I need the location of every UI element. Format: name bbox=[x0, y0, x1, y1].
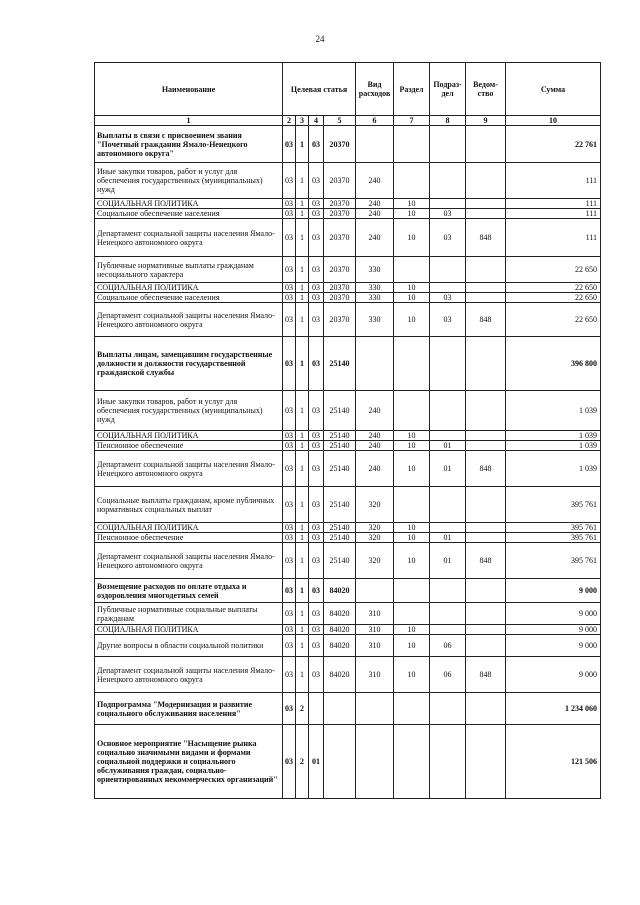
section-cell: 10 bbox=[394, 523, 430, 533]
expense-type-cell: 240 bbox=[356, 391, 394, 431]
target-part-2: 1 bbox=[296, 533, 309, 543]
expense-type-cell: 320 bbox=[356, 523, 394, 533]
expense-type-cell: 310 bbox=[356, 603, 394, 625]
expense-type-cell: 240 bbox=[356, 431, 394, 441]
subsection-cell bbox=[430, 337, 466, 391]
section-cell bbox=[394, 603, 430, 625]
sum-cell: 396 800 bbox=[506, 337, 601, 391]
subsection-cell: 01 bbox=[430, 451, 466, 487]
target-part-2: 1 bbox=[296, 337, 309, 391]
target-part-4: 25140 bbox=[324, 543, 356, 579]
target-part-2: 1 bbox=[296, 523, 309, 533]
expense-type-cell: 310 bbox=[356, 657, 394, 693]
section-cell: 10 bbox=[394, 533, 430, 543]
target-part-4: 20370 bbox=[324, 257, 356, 283]
sum-cell: 111 bbox=[506, 219, 601, 257]
expense-type-cell: 320 bbox=[356, 543, 394, 579]
department-cell bbox=[466, 523, 506, 533]
target-part-2: 1 bbox=[296, 257, 309, 283]
sum-cell: 1 039 bbox=[506, 451, 601, 487]
target-part-3: 03 bbox=[309, 257, 324, 283]
page-number: 24 bbox=[315, 34, 325, 44]
target-part-3: 03 bbox=[309, 199, 324, 209]
department-cell bbox=[466, 283, 506, 293]
department-cell bbox=[466, 487, 506, 523]
row-name: Пенсионное обеспечение bbox=[95, 441, 283, 451]
target-part-2: 1 bbox=[296, 283, 309, 293]
department-cell: 848 bbox=[466, 451, 506, 487]
subsection-cell bbox=[430, 163, 466, 199]
sum-cell: 111 bbox=[506, 163, 601, 199]
target-part-3: 03 bbox=[309, 219, 324, 257]
target-part-4: 20370 bbox=[324, 199, 356, 209]
row-name: Департамент социальной защиты населения Ямало-Ненецкого автономного округа bbox=[95, 219, 283, 257]
expense-type-cell: 240 bbox=[356, 219, 394, 257]
department-cell: 848 bbox=[466, 657, 506, 693]
department-cell bbox=[466, 391, 506, 431]
target-part-2: 1 bbox=[296, 219, 309, 257]
sum-cell: 395 761 bbox=[506, 487, 601, 523]
target-part-3 bbox=[309, 693, 324, 725]
row-name: Возмещение расходов по оплате отдыха и оздоровления многодетных семей bbox=[95, 579, 283, 603]
table-row bbox=[95, 693, 601, 725]
table-row bbox=[95, 293, 601, 303]
target-part-1: 03 bbox=[283, 693, 296, 725]
department-cell bbox=[466, 441, 506, 451]
expense-type-cell bbox=[356, 725, 394, 799]
table-row bbox=[95, 451, 601, 487]
section-cell bbox=[394, 126, 430, 163]
target-part-1: 03 bbox=[283, 625, 296, 635]
row-name: Иные закупки товаров, работ и услуг для обеспечения государственных (муниципальных) нужд bbox=[95, 391, 283, 431]
table-row bbox=[95, 431, 601, 441]
target-part-4: 20370 bbox=[324, 293, 356, 303]
table-row bbox=[95, 543, 601, 579]
row-name: СОЦИАЛЬНАЯ ПОЛИТИКА bbox=[95, 625, 283, 635]
expense-type-cell: 240 bbox=[356, 441, 394, 451]
section-cell bbox=[394, 337, 430, 391]
row-name: Подпрограмма "Модернизация и развитие социального обслуживания населения" bbox=[95, 693, 283, 725]
table-row bbox=[95, 199, 601, 209]
target-part-1: 03 bbox=[283, 303, 296, 337]
subsection-cell: 01 bbox=[430, 543, 466, 579]
sum-cell: 22 761 bbox=[506, 126, 601, 163]
target-part-4: 20370 bbox=[324, 219, 356, 257]
department-cell bbox=[466, 579, 506, 603]
row-name: Социальное обеспечение населения bbox=[95, 293, 283, 303]
department-cell bbox=[466, 209, 506, 219]
col-number: 2 bbox=[283, 116, 296, 126]
target-part-3: 03 bbox=[309, 635, 324, 657]
department-cell bbox=[466, 126, 506, 163]
target-part-3: 03 bbox=[309, 603, 324, 625]
target-part-3: 03 bbox=[309, 126, 324, 163]
subsection-cell bbox=[430, 283, 466, 293]
department-cell: 848 bbox=[466, 219, 506, 257]
target-part-4: 25140 bbox=[324, 337, 356, 391]
section-cell bbox=[394, 693, 430, 725]
subsection-cell: 03 bbox=[430, 219, 466, 257]
target-part-4: 25140 bbox=[324, 533, 356, 543]
row-name: Основное мероприятие "Насыщение рынка социально значимыми видами и формами социальной поддержки и социального обслуживания граждан, социально-ориентированных некоммерческих организаций" bbox=[95, 725, 283, 799]
col-number: 9 bbox=[466, 116, 506, 126]
target-part-3: 03 bbox=[309, 283, 324, 293]
section-cell bbox=[394, 257, 430, 283]
table-row bbox=[95, 391, 601, 431]
table-row bbox=[95, 163, 601, 199]
target-part-2: 1 bbox=[296, 487, 309, 523]
row-name: Социальные выплаты гражданам, кроме публичных нормативных социальных выплат bbox=[95, 487, 283, 523]
target-part-2: 1 bbox=[296, 543, 309, 579]
sum-cell: 1 039 bbox=[506, 391, 601, 431]
target-part-3: 01 bbox=[309, 725, 324, 799]
target-part-4: 84020 bbox=[324, 603, 356, 625]
table-row bbox=[95, 579, 601, 603]
section-cell: 10 bbox=[394, 209, 430, 219]
section-cell: 10 bbox=[394, 451, 430, 487]
subsection-cell: 01 bbox=[430, 441, 466, 451]
table-row bbox=[95, 635, 601, 657]
section-cell: 10 bbox=[394, 199, 430, 209]
department-cell bbox=[466, 693, 506, 725]
target-part-1: 03 bbox=[283, 523, 296, 533]
department-cell: 848 bbox=[466, 543, 506, 579]
header-sum: Сумма bbox=[506, 63, 601, 116]
department-cell bbox=[466, 603, 506, 625]
target-part-4: 20370 bbox=[324, 283, 356, 293]
department-cell bbox=[466, 431, 506, 441]
department-cell: 848 bbox=[466, 303, 506, 337]
target-part-1: 03 bbox=[283, 725, 296, 799]
table-row bbox=[95, 625, 601, 635]
target-part-2: 1 bbox=[296, 451, 309, 487]
expense-type-cell: 240 bbox=[356, 209, 394, 219]
target-part-4: 84020 bbox=[324, 579, 356, 603]
sum-cell: 1 234 060 bbox=[506, 693, 601, 725]
sum-cell: 395 761 bbox=[506, 533, 601, 543]
table-row bbox=[95, 603, 601, 625]
section-cell: 10 bbox=[394, 635, 430, 657]
section-cell bbox=[394, 163, 430, 199]
target-part-1: 03 bbox=[283, 209, 296, 219]
target-part-2: 1 bbox=[296, 579, 309, 603]
target-part-1: 03 bbox=[283, 293, 296, 303]
target-part-2: 1 bbox=[296, 441, 309, 451]
department-cell bbox=[466, 725, 506, 799]
target-part-1: 03 bbox=[283, 451, 296, 487]
column-number-row bbox=[95, 116, 601, 126]
sum-cell: 22 650 bbox=[506, 293, 601, 303]
target-part-3: 03 bbox=[309, 533, 324, 543]
target-part-2: 1 bbox=[296, 293, 309, 303]
target-part-4: 20370 bbox=[324, 126, 356, 163]
col-number: 4 bbox=[309, 116, 324, 126]
row-name: Выплаты в связи с присвоением звания "Почетный гражданин Ямало-Ненецкого автономного округа" bbox=[95, 126, 283, 163]
row-name: Социальное обеспечение населения bbox=[95, 209, 283, 219]
target-part-2: 1 bbox=[296, 303, 309, 337]
expense-type-cell bbox=[356, 126, 394, 163]
sum-cell: 111 bbox=[506, 199, 601, 209]
expense-type-cell: 330 bbox=[356, 303, 394, 337]
section-cell bbox=[394, 579, 430, 603]
target-part-2: 1 bbox=[296, 391, 309, 431]
subsection-cell bbox=[430, 431, 466, 441]
target-part-2: 1 bbox=[296, 126, 309, 163]
row-name: Выплаты лицам, замещавшим государственные должности и должности государственной гражданской службы bbox=[95, 337, 283, 391]
subsection-cell bbox=[430, 126, 466, 163]
table-row bbox=[95, 657, 601, 693]
expense-type-cell: 310 bbox=[356, 625, 394, 635]
expense-type-cell bbox=[356, 693, 394, 725]
target-part-3: 03 bbox=[309, 625, 324, 635]
expense-type-cell bbox=[356, 579, 394, 603]
target-part-2: 1 bbox=[296, 431, 309, 441]
target-part-3: 03 bbox=[309, 209, 324, 219]
expense-type-cell: 310 bbox=[356, 635, 394, 657]
department-cell bbox=[466, 199, 506, 209]
target-part-3: 03 bbox=[309, 303, 324, 337]
table-row bbox=[95, 303, 601, 337]
subsection-cell: 06 bbox=[430, 657, 466, 693]
sum-cell: 121 506 bbox=[506, 725, 601, 799]
target-part-3: 03 bbox=[309, 441, 324, 451]
subsection-cell: 06 bbox=[430, 635, 466, 657]
sum-cell: 1 039 bbox=[506, 431, 601, 441]
target-part-4: 25140 bbox=[324, 441, 356, 451]
table-row bbox=[95, 523, 601, 533]
col-number: 8 bbox=[430, 116, 466, 126]
target-part-3: 03 bbox=[309, 579, 324, 603]
subsection-cell bbox=[430, 199, 466, 209]
row-name: Департамент социальной защиты населения Ямало-Ненецкого автономного округа bbox=[95, 451, 283, 487]
expense-type-cell: 240 bbox=[356, 199, 394, 209]
row-name: Департамент социальной защиты населения Ямало-Ненецкого автономного округа bbox=[95, 657, 283, 693]
target-part-4: 20370 bbox=[324, 163, 356, 199]
target-part-3: 03 bbox=[309, 293, 324, 303]
target-part-4: 25140 bbox=[324, 523, 356, 533]
table-row bbox=[95, 337, 601, 391]
target-part-1: 03 bbox=[283, 579, 296, 603]
target-part-1: 03 bbox=[283, 635, 296, 657]
table-row bbox=[95, 533, 601, 543]
row-name: Другие вопросы в области социальной политики bbox=[95, 635, 283, 657]
target-part-1: 03 bbox=[283, 199, 296, 209]
target-part-1: 03 bbox=[283, 533, 296, 543]
target-part-3: 03 bbox=[309, 657, 324, 693]
col-number: 3 bbox=[296, 116, 309, 126]
row-name: СОЦИАЛЬНАЯ ПОЛИТИКА bbox=[95, 199, 283, 209]
target-part-2: 1 bbox=[296, 199, 309, 209]
header-target: Целевая статья bbox=[283, 63, 356, 116]
subsection-cell bbox=[430, 391, 466, 431]
header-name: Наименование bbox=[95, 63, 283, 116]
expense-type-cell: 330 bbox=[356, 257, 394, 283]
header-department: Ведом-ство bbox=[466, 63, 506, 116]
subsection-cell bbox=[430, 487, 466, 523]
table-row bbox=[95, 441, 601, 451]
table-row bbox=[95, 283, 601, 293]
department-cell bbox=[466, 533, 506, 543]
col-number: 10 bbox=[506, 116, 601, 126]
target-part-2: 2 bbox=[296, 693, 309, 725]
target-part-4: 25140 bbox=[324, 391, 356, 431]
department-cell bbox=[466, 337, 506, 391]
section-cell bbox=[394, 725, 430, 799]
table-row bbox=[95, 487, 601, 523]
section-cell: 10 bbox=[394, 219, 430, 257]
target-part-3: 03 bbox=[309, 543, 324, 579]
row-name: СОЦИАЛЬНАЯ ПОЛИТИКА bbox=[95, 283, 283, 293]
subsection-cell: 03 bbox=[430, 293, 466, 303]
expense-type-cell: 320 bbox=[356, 487, 394, 523]
target-part-1: 03 bbox=[283, 257, 296, 283]
subsection-cell bbox=[430, 523, 466, 533]
section-cell: 10 bbox=[394, 657, 430, 693]
subsection-cell bbox=[430, 579, 466, 603]
section-cell: 10 bbox=[394, 625, 430, 635]
department-cell bbox=[466, 625, 506, 635]
sum-cell: 111 bbox=[506, 209, 601, 219]
subsection-cell: 03 bbox=[430, 303, 466, 337]
subsection-cell: 01 bbox=[430, 533, 466, 543]
target-part-4: 84020 bbox=[324, 657, 356, 693]
expense-type-cell: 320 bbox=[356, 533, 394, 543]
target-part-1: 03 bbox=[283, 603, 296, 625]
department-cell bbox=[466, 293, 506, 303]
target-part-1: 03 bbox=[283, 543, 296, 579]
row-name: СОЦИАЛЬНАЯ ПОЛИТИКА bbox=[95, 523, 283, 533]
row-name: СОЦИАЛЬНАЯ ПОЛИТИКА bbox=[95, 431, 283, 441]
row-name: Иные закупки товаров, работ и услуг для обеспечения государственных (муниципальных) нужд bbox=[95, 163, 283, 199]
section-cell: 10 bbox=[394, 293, 430, 303]
subsection-cell bbox=[430, 725, 466, 799]
department-cell bbox=[466, 257, 506, 283]
subsection-cell bbox=[430, 693, 466, 725]
target-part-4: 20370 bbox=[324, 303, 356, 337]
col-number: 1 bbox=[95, 116, 283, 126]
sum-cell: 22 650 bbox=[506, 283, 601, 293]
target-part-2: 1 bbox=[296, 635, 309, 657]
expense-type-cell: 240 bbox=[356, 451, 394, 487]
header-subsection: Подраз-дел bbox=[430, 63, 466, 116]
target-part-1: 03 bbox=[283, 163, 296, 199]
table-header-row bbox=[95, 63, 601, 116]
target-part-4: 20370 bbox=[324, 209, 356, 219]
subsection-cell bbox=[430, 625, 466, 635]
table-row bbox=[95, 257, 601, 283]
target-part-1: 03 bbox=[283, 126, 296, 163]
department-cell bbox=[466, 163, 506, 199]
target-part-1: 03 bbox=[283, 337, 296, 391]
target-part-2: 2 bbox=[296, 725, 309, 799]
sum-cell: 395 761 bbox=[506, 523, 601, 533]
target-part-1: 03 bbox=[283, 391, 296, 431]
row-name: Публичные нормативные выплаты гражданам несоциального характера bbox=[95, 257, 283, 283]
section-cell: 10 bbox=[394, 303, 430, 337]
table-row bbox=[95, 219, 601, 257]
section-cell bbox=[394, 391, 430, 431]
target-part-3: 03 bbox=[309, 523, 324, 533]
expense-type-cell bbox=[356, 337, 394, 391]
target-part-4: 84020 bbox=[324, 635, 356, 657]
expense-type-cell: 330 bbox=[356, 283, 394, 293]
target-part-3: 03 bbox=[309, 451, 324, 487]
target-part-2: 1 bbox=[296, 625, 309, 635]
table-row bbox=[95, 126, 601, 163]
sum-cell: 22 650 bbox=[506, 257, 601, 283]
target-part-2: 1 bbox=[296, 603, 309, 625]
target-part-1: 03 bbox=[283, 487, 296, 523]
row-name: Департамент социальной защиты населения Ямало-Ненецкого автономного округа bbox=[95, 543, 283, 579]
sum-cell: 9 000 bbox=[506, 579, 601, 603]
section-cell: 10 bbox=[394, 431, 430, 441]
subsection-cell bbox=[430, 257, 466, 283]
section-cell: 10 bbox=[394, 543, 430, 579]
sum-cell: 9 000 bbox=[506, 603, 601, 625]
target-part-1: 03 bbox=[283, 283, 296, 293]
section-cell: 10 bbox=[394, 283, 430, 293]
header-section: Раздел bbox=[394, 63, 430, 116]
table-row bbox=[95, 209, 601, 219]
table-row bbox=[95, 725, 601, 799]
sum-cell: 1 039 bbox=[506, 441, 601, 451]
target-part-4: 25140 bbox=[324, 487, 356, 523]
target-part-3: 03 bbox=[309, 487, 324, 523]
col-number: 7 bbox=[394, 116, 430, 126]
target-part-1: 03 bbox=[283, 219, 296, 257]
expense-type-cell: 330 bbox=[356, 293, 394, 303]
target-part-4 bbox=[324, 725, 356, 799]
section-cell: 10 bbox=[394, 441, 430, 451]
row-name: Пенсионное обеспечение bbox=[95, 533, 283, 543]
expense-type-cell: 240 bbox=[356, 163, 394, 199]
subsection-cell: 03 bbox=[430, 209, 466, 219]
target-part-2: 1 bbox=[296, 209, 309, 219]
col-number: 5 bbox=[324, 116, 356, 126]
target-part-4 bbox=[324, 693, 356, 725]
target-part-1: 03 bbox=[283, 657, 296, 693]
target-part-2: 1 bbox=[296, 657, 309, 693]
col-number: 6 bbox=[356, 116, 394, 126]
sum-cell: 9 000 bbox=[506, 625, 601, 635]
target-part-2: 1 bbox=[296, 163, 309, 199]
sum-cell: 9 000 bbox=[506, 635, 601, 657]
target-part-4: 25140 bbox=[324, 451, 356, 487]
subsection-cell bbox=[430, 603, 466, 625]
sum-cell: 9 000 bbox=[506, 657, 601, 693]
target-part-4: 84020 bbox=[324, 625, 356, 635]
sum-cell: 395 761 bbox=[506, 543, 601, 579]
target-part-3: 03 bbox=[309, 391, 324, 431]
target-part-1: 03 bbox=[283, 431, 296, 441]
sum-cell: 22 650 bbox=[506, 303, 601, 337]
budget-table bbox=[94, 62, 601, 799]
target-part-1: 03 bbox=[283, 441, 296, 451]
row-name: Департамент социальной защиты населения Ямало-Ненецкого автономного округа bbox=[95, 303, 283, 337]
target-part-3: 03 bbox=[309, 163, 324, 199]
target-part-3: 03 bbox=[309, 337, 324, 391]
row-name: Публичные нормативные социальные выплаты гражданам bbox=[95, 603, 283, 625]
header-expense-type: Вид расходов bbox=[356, 63, 394, 116]
target-part-4: 25140 bbox=[324, 431, 356, 441]
department-cell bbox=[466, 635, 506, 657]
target-part-3: 03 bbox=[309, 431, 324, 441]
section-cell bbox=[394, 487, 430, 523]
